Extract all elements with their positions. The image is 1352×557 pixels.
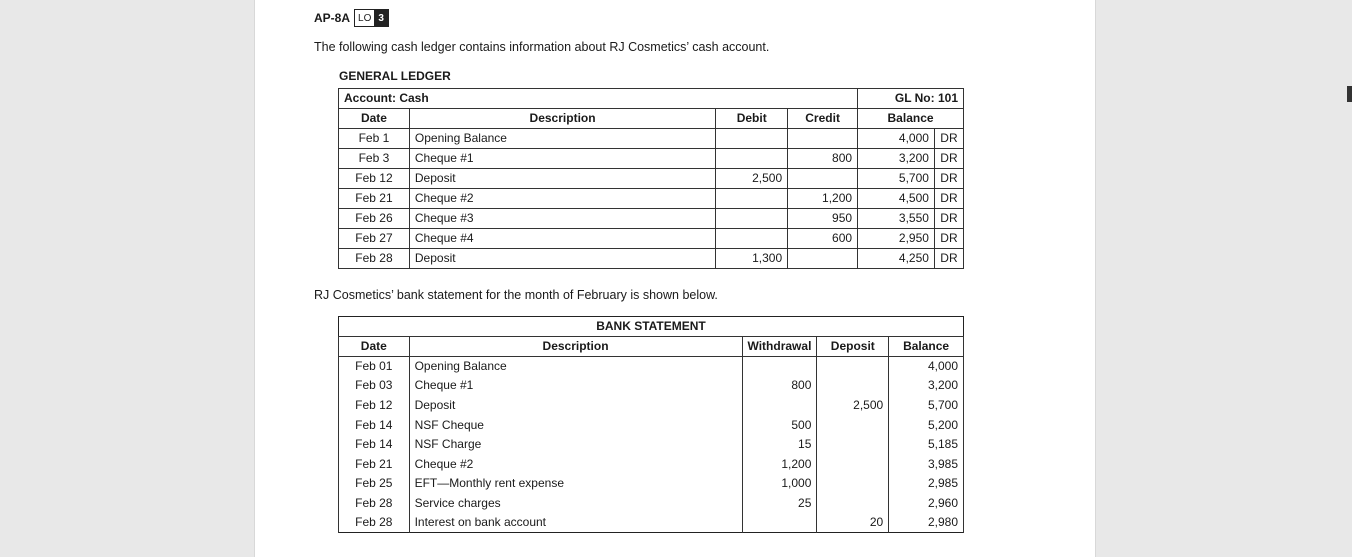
column-header-date: Date — [339, 337, 410, 357]
bank-date: Feb 03 — [339, 376, 410, 396]
bank-withdrawal: 500 — [742, 415, 817, 435]
column-header-withdrawal: Withdrawal — [742, 337, 817, 357]
ledger-date: Feb 21 — [339, 189, 410, 209]
ledger-balance: 2,950 — [858, 229, 935, 249]
bank-balance: 3,985 — [889, 454, 964, 474]
table-row — [339, 149, 964, 169]
lo-label: LO — [355, 10, 374, 26]
ledger-dr-cr: DR — [934, 249, 963, 269]
table-row — [339, 169, 964, 189]
ledger-credit — [788, 169, 858, 189]
ledger-balance: 5,700 — [858, 169, 935, 189]
bank-balance: 2,985 — [889, 474, 964, 494]
ledger-credit: 800 — [788, 149, 858, 169]
header-row — [339, 337, 964, 357]
ledger-balance: 4,000 — [858, 129, 935, 149]
ledger-debit: 2,500 — [716, 169, 788, 189]
ledger-balance: 3,550 — [858, 209, 935, 229]
table-row — [339, 376, 964, 396]
general-ledger-table — [338, 88, 964, 269]
bank-deposit: 2,500 — [817, 396, 889, 416]
bank-withdrawal — [742, 396, 817, 416]
bank-deposit — [817, 415, 889, 435]
bank-deposit — [817, 435, 889, 455]
ledger-debit — [716, 129, 788, 149]
bank-description: Opening Balance — [409, 357, 742, 377]
table-row — [339, 396, 964, 416]
bank-description: NSF Charge — [409, 435, 742, 455]
bank-withdrawal — [742, 357, 817, 377]
ledger-dr-cr: DR — [934, 189, 963, 209]
bank-date: Feb 25 — [339, 474, 410, 494]
ledger-balance: 4,500 — [858, 189, 935, 209]
table-row — [339, 229, 964, 249]
table-row — [339, 435, 964, 455]
bank-description: Cheque #1 — [409, 376, 742, 396]
bank-deposit — [817, 474, 889, 494]
bank-statement-table — [338, 316, 964, 533]
bank-balance: 5,200 — [889, 415, 964, 435]
ledger-description: Cheque #3 — [409, 209, 715, 229]
ledger-credit — [788, 129, 858, 149]
ledger-date: Feb 1 — [339, 129, 410, 149]
table-row — [339, 189, 964, 209]
ledger-date: Feb 12 — [339, 169, 410, 189]
bank-withdrawal: 800 — [742, 376, 817, 396]
table-row — [339, 494, 964, 514]
ledger-description: Cheque #2 — [409, 189, 715, 209]
table-row — [339, 415, 964, 435]
bank-description: EFT—Monthly rent expense — [409, 474, 742, 494]
bank-deposit — [817, 376, 889, 396]
bank-date: Feb 14 — [339, 415, 410, 435]
column-header-date: Date — [339, 109, 410, 129]
column-header-balance: Balance — [858, 109, 964, 129]
bank-withdrawal: 15 — [742, 435, 817, 455]
column-header-description: Description — [409, 109, 715, 129]
ledger-debit — [716, 149, 788, 169]
bank-date: Feb 14 — [339, 435, 410, 455]
bank-date: Feb 12 — [339, 396, 410, 416]
table-row — [339, 209, 964, 229]
ledger-description: Deposit — [409, 169, 715, 189]
ledger-dr-cr: DR — [934, 209, 963, 229]
ledger-debit — [716, 229, 788, 249]
ledger-date: Feb 26 — [339, 209, 410, 229]
bank-date: Feb 01 — [339, 357, 410, 377]
document-page — [254, 0, 1096, 557]
bank-withdrawal — [742, 513, 817, 533]
bank-statement-title: BANK STATEMENT — [339, 317, 964, 337]
gl-number: GL No: 101 — [858, 89, 964, 109]
exercise-code: AP-8A — [314, 11, 351, 25]
ledger-description: Opening Balance — [409, 129, 715, 149]
bank-description: Service charges — [409, 494, 742, 514]
column-header-debit: Debit — [716, 109, 788, 129]
table-row — [339, 454, 964, 474]
bank-balance: 5,700 — [889, 396, 964, 416]
exercise-heading — [314, 9, 389, 27]
ledger-dr-cr: DR — [934, 129, 963, 149]
ledger-date: Feb 28 — [339, 249, 410, 269]
account-label: Account: Cash — [339, 89, 858, 109]
account-row — [339, 89, 964, 109]
table-row — [339, 513, 964, 533]
ledger-date: Feb 27 — [339, 229, 410, 249]
table-row — [339, 357, 964, 377]
bank-balance: 2,960 — [889, 494, 964, 514]
bank-description: Deposit — [409, 396, 742, 416]
ledger-balance: 3,200 — [858, 149, 935, 169]
ledger-balance: 4,250 — [858, 249, 935, 269]
bank-statement-title-row — [339, 317, 964, 337]
ledger-debit — [716, 189, 788, 209]
ledger-date: Feb 3 — [339, 149, 410, 169]
bank-deposit: 20 — [817, 513, 889, 533]
bank-deposit — [817, 494, 889, 514]
ledger-credit — [788, 249, 858, 269]
column-header-credit: Credit — [788, 109, 858, 129]
ledger-description: Cheque #1 — [409, 149, 715, 169]
ledger-credit: 950 — [788, 209, 858, 229]
bank-balance: 3,200 — [889, 376, 964, 396]
bank-date: Feb 28 — [339, 494, 410, 514]
learning-objective-badge — [354, 9, 389, 27]
ledger-debit — [716, 209, 788, 229]
bank-description: Cheque #2 — [409, 454, 742, 474]
table-row — [339, 129, 964, 149]
bank-withdrawal: 1,000 — [742, 474, 817, 494]
bank-withdrawal: 25 — [742, 494, 817, 514]
ledger-debit: 1,300 — [716, 249, 788, 269]
intro-paragraph: The following cash ledger contains information about RJ Cosmetics’ cash account. — [314, 40, 770, 54]
ledger-description: Cheque #4 — [409, 229, 715, 249]
ledger-description: Deposit — [409, 249, 715, 269]
header-row — [339, 109, 964, 129]
ledger-credit: 600 — [788, 229, 858, 249]
general-ledger-title: GENERAL LEDGER — [339, 69, 451, 83]
bank-date: Feb 21 — [339, 454, 410, 474]
bank-balance: 2,980 — [889, 513, 964, 533]
table-row — [339, 474, 964, 494]
bank-description: NSF Cheque — [409, 415, 742, 435]
scroll-marker — [1347, 86, 1352, 102]
bank-deposit — [817, 454, 889, 474]
bank-deposit — [817, 357, 889, 377]
bank-description: Interest on bank account — [409, 513, 742, 533]
bank-withdrawal: 1,200 — [742, 454, 817, 474]
lo-number: 3 — [374, 10, 388, 26]
column-header-description: Description — [409, 337, 742, 357]
ledger-dr-cr: DR — [934, 149, 963, 169]
column-header-deposit: Deposit — [817, 337, 889, 357]
column-header-balance: Balance — [889, 337, 964, 357]
bank-balance: 5,185 — [889, 435, 964, 455]
ledger-dr-cr: DR — [934, 169, 963, 189]
ledger-dr-cr: DR — [934, 229, 963, 249]
table-row — [339, 249, 964, 269]
bank-date: Feb 28 — [339, 513, 410, 533]
ledger-credit: 1,200 — [788, 189, 858, 209]
bank-balance: 4,000 — [889, 357, 964, 377]
bank-intro-paragraph: RJ Cosmetics’ bank statement for the month of February is shown below. — [314, 288, 718, 302]
